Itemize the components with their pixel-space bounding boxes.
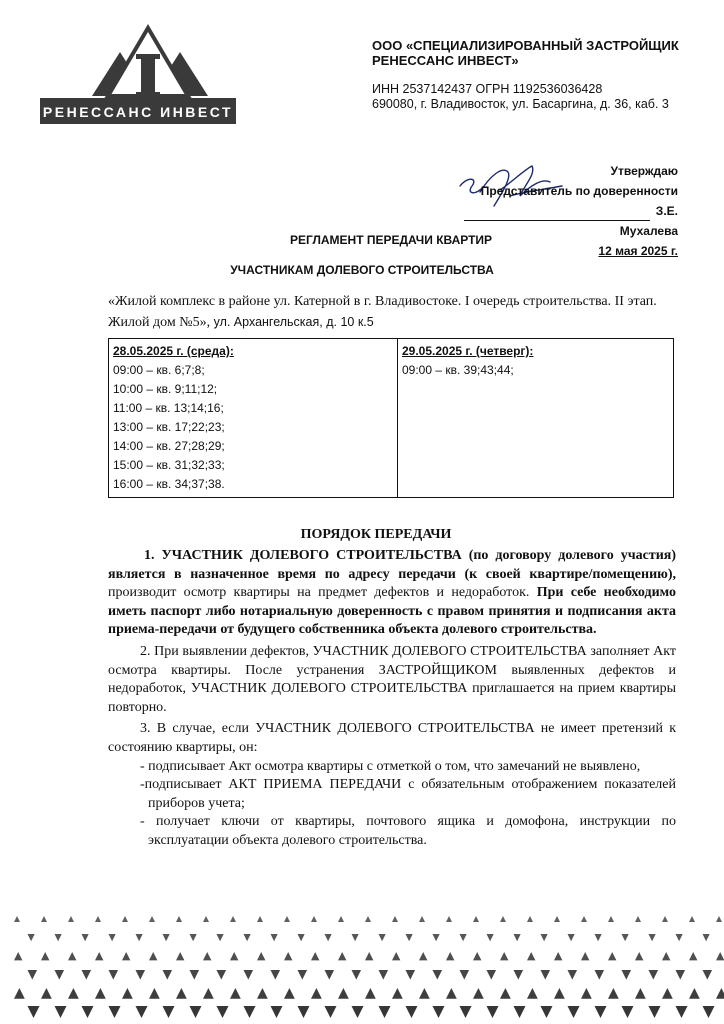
pattern-triangle: [689, 952, 697, 960]
pattern-triangle: [257, 916, 263, 922]
pattern-triangle: [500, 952, 508, 960]
pattern-triangle: [527, 916, 533, 922]
pattern-triangle: [311, 988, 322, 999]
pattern-triangle: [136, 970, 146, 980]
pattern-triangle: [68, 952, 76, 960]
schedule-slot: 13:00 – кв. 17;22;23;: [113, 420, 225, 434]
schedule-slot: 10:00 – кв. 9;11;12;: [113, 382, 218, 396]
pattern-triangle: [460, 1006, 472, 1018]
pattern-triangle: [352, 970, 362, 980]
approval-role: Представитель по доверенности: [480, 184, 678, 198]
pattern-triangle: [527, 988, 538, 999]
pattern-triangle: [703, 934, 710, 941]
pattern-triangle: [257, 952, 265, 960]
pattern-triangle: [122, 952, 130, 960]
pattern-triangle: [338, 916, 344, 922]
company-address: 690080, г. Владивосток, ул. Басаргина, д. 36, каб. 3: [372, 97, 669, 111]
pattern-triangle: [433, 934, 440, 941]
pattern-triangle: [109, 1006, 121, 1018]
schedule-slot: 09:00 – кв. 39;43;44;: [402, 363, 514, 377]
pattern-triangle: [460, 970, 470, 980]
pattern-triangle: [676, 1006, 688, 1018]
pattern-triangle: [514, 934, 521, 941]
pattern-triangle: [433, 970, 443, 980]
company-ids: ИНН 2537142437 ОГРН 1192536036428: [372, 82, 603, 96]
pattern-triangle: [541, 934, 548, 941]
pattern-triangle: [41, 916, 47, 922]
pattern-triangle: [676, 934, 683, 941]
pattern-triangle: [608, 952, 616, 960]
pattern-triangle: [365, 916, 371, 922]
pattern-triangle: [352, 934, 359, 941]
pattern-triangle: [190, 934, 197, 941]
decorative-triangle-pattern: [0, 908, 724, 1024]
pattern-triangle: [190, 1006, 202, 1018]
schedule-slot: 09:00 – кв. 6;7;8;: [113, 363, 205, 377]
pattern-triangle: [298, 970, 308, 980]
pattern-triangle: [473, 952, 481, 960]
pattern-triangle: [230, 988, 241, 999]
pattern-triangle: [136, 934, 143, 941]
pattern-triangle: [568, 934, 575, 941]
pattern-triangle: [662, 952, 670, 960]
pattern-triangle: [271, 934, 278, 941]
pattern-triangle: [176, 952, 184, 960]
day-1-date: 28.05.2025 г. (среда):: [113, 344, 234, 358]
pattern-triangle: [284, 952, 292, 960]
signature-line: [464, 220, 650, 221]
pattern-triangle: [649, 970, 659, 980]
pattern-triangle: [716, 988, 724, 999]
pattern-triangle: [325, 970, 335, 980]
pattern-triangle: [365, 952, 373, 960]
pattern-triangle: [581, 988, 592, 999]
pattern-triangle: [473, 988, 484, 999]
pattern-triangle: [649, 934, 656, 941]
pattern-triangle: [176, 988, 187, 999]
pattern-triangle: [473, 916, 479, 922]
pattern-triangle: [203, 952, 211, 960]
pattern-triangle: [95, 916, 101, 922]
pattern-triangle: [487, 934, 494, 941]
pattern-triangle: [298, 1006, 310, 1018]
pattern-triangle: [622, 970, 632, 980]
pattern-triangle: [55, 1006, 67, 1018]
pattern-triangle: [95, 952, 103, 960]
pattern-triangle: [608, 916, 614, 922]
pattern-triangle: [419, 988, 430, 999]
pattern-triangle: [716, 952, 724, 960]
pattern-triangle: [581, 952, 589, 960]
pattern-triangle: [203, 916, 209, 922]
pattern-triangle: [608, 988, 619, 999]
pattern-triangle: [622, 1006, 634, 1018]
pattern-triangle: [379, 934, 386, 941]
pattern-triangle: [14, 988, 25, 999]
schedule-day-2: [398, 339, 674, 498]
object-name: «Жилой комплекс в районе ул. Катерной в г. Владивостоке. I очередь строительства. II этап. Жилой дом №5»,: [108, 294, 657, 330]
pattern-triangle: [28, 934, 35, 941]
pattern-triangle: [689, 988, 700, 999]
pattern-triangle: [541, 970, 551, 980]
pattern-triangle: [568, 970, 578, 980]
object-description: [108, 292, 674, 333]
procedure-bullet: - подписывает Акт осмотра квартиры с отметкой о том, что замечаний не выявлено,: [140, 758, 641, 774]
pattern-triangle: [392, 952, 400, 960]
pattern-triangle: [41, 988, 52, 999]
pattern-triangle: [311, 952, 319, 960]
pattern-triangle: [82, 1006, 94, 1018]
pattern-triangle: [68, 916, 74, 922]
pattern-triangle: [500, 988, 511, 999]
pattern-triangle: [581, 916, 587, 922]
day-2-date: 29.05.2025 г. (четверг):: [402, 344, 534, 358]
pattern-triangle: [365, 988, 376, 999]
pattern-triangle: [446, 916, 452, 922]
pattern-triangle: [149, 916, 155, 922]
document-title: РЕГЛАМЕНТ ПЕРЕДАЧИ КВАРТИР: [289, 233, 493, 247]
pattern-triangle: [325, 1006, 337, 1018]
pattern-triangle: [14, 952, 22, 960]
pattern-triangle: [122, 916, 128, 922]
pattern-triangle: [244, 934, 251, 941]
pattern-triangle: [487, 970, 497, 980]
schedule-day-1: [109, 339, 398, 498]
pattern-triangle: [703, 1006, 715, 1018]
pattern-triangle: [595, 1006, 607, 1018]
pattern-triangle: [433, 1006, 445, 1018]
object-address: ул. Архангельская, д. 10 к.5: [213, 315, 374, 329]
pattern-triangle: [379, 1006, 391, 1018]
pattern-triangle: [689, 916, 695, 922]
pattern-triangle: [95, 988, 106, 999]
pattern-triangle: [109, 970, 119, 980]
pattern-triangle: [176, 916, 182, 922]
pattern-triangle: [217, 934, 224, 941]
pattern-triangle: [514, 1006, 526, 1018]
procedure-title: ПОРЯДОК ПЕРЕДАЧИ: [300, 527, 452, 542]
company-logo: [40, 22, 236, 126]
pattern-triangle: [28, 1006, 40, 1018]
pattern-triangle: [662, 988, 673, 999]
pattern-triangle: [82, 970, 92, 980]
pattern-triangle: [230, 952, 238, 960]
pattern-triangle: [568, 1006, 580, 1018]
pattern-triangle: [230, 916, 236, 922]
schedule-slot: 16:00 – кв. 34;37;38.: [113, 477, 225, 491]
pattern-triangle: [28, 970, 38, 980]
pattern-triangle: [271, 970, 281, 980]
company-name: ООО «СПЕЦИАЛИЗИРОВАННЫЙ ЗАСТРОЙЩИК РЕНЕССАНС ИНВЕСТ»: [372, 38, 679, 68]
pattern-triangle: [487, 1006, 499, 1018]
pattern-triangle: [244, 970, 254, 980]
pattern-triangle: [406, 970, 416, 980]
pattern-triangle: [257, 988, 268, 999]
pattern-triangle: [352, 1006, 364, 1018]
pattern-triangle: [554, 952, 562, 960]
pattern-triangle: [635, 916, 641, 922]
pattern-triangle: [217, 970, 227, 980]
pattern-triangle: [514, 970, 524, 980]
document-subtitle: УЧАСТНИКАМ ДОЛЕВОГО СТРОИТЕЛЬСТВА: [230, 263, 494, 277]
schedule-slot: 15:00 – кв. 31;32;33;: [113, 458, 225, 472]
pattern-triangle: [460, 934, 467, 941]
pattern-triangle: [311, 916, 317, 922]
logo-text: РЕНЕССАНС ИНВЕСТ: [42, 104, 234, 120]
company-requisites: [372, 82, 669, 112]
pattern-triangle: [55, 934, 62, 941]
pattern-triangle: [662, 916, 668, 922]
schedule-slot: 11:00 – кв. 13;14;16;: [113, 401, 224, 415]
pattern-triangle: [446, 988, 457, 999]
pattern-triangle: [446, 952, 454, 960]
pattern-triangle: [703, 970, 713, 980]
pattern-triangle: [284, 916, 290, 922]
pattern-triangle: [55, 970, 65, 980]
pattern-triangle: [635, 952, 643, 960]
pattern-triangle: [392, 916, 398, 922]
pattern-triangle: [541, 1006, 553, 1018]
pattern-triangle: [109, 934, 116, 941]
procedure-item-3: 3. В случае, если УЧАСТНИК ДОЛЕВОГО СТРОИТЕЛЬСТВА не имеет претензий к состоянию квартиры, он:: [108, 721, 676, 755]
pattern-triangle: [419, 916, 425, 922]
schedule-slot: 14:00 – кв. 27;28;29;: [113, 439, 225, 453]
pattern-triangle: [14, 916, 20, 922]
pattern-triangle: [136, 1006, 148, 1018]
pattern-triangle: [244, 1006, 256, 1018]
pattern-triangle: [406, 934, 413, 941]
pattern-triangle: [554, 988, 565, 999]
pattern-triangle: [716, 916, 722, 922]
procedure-item-2: 2. При выявлении дефектов, УЧАСТНИК ДОЛЕВОГО СТРОИТЕЛЬСТВА заполняет Акт осмотра квартиры. После устранения ЗАСТРОЙЩИКОМ выявленных дефектов и недоработок, УЧАСТНИК ДОЛЕВОГО СТРОИТЕЛЬСТВА приглашается на прием квартиры повторно.: [108, 643, 676, 715]
procedure-item-1: 1. УЧАСТНИК ДОЛЕВОГО СТРОИТЕЛЬСТВА (по договору долевого участия) является в назначенное время по адресу передачи (к своей квартире/помещению), производит осмотр квартиры на предмет дефектов и недоработок. При себе необходимо иметь паспорт либо нотариальную доверенность с правом принятия и подписания акта приема-передачи от будущего собственника объекта долевого строительства.: [108, 548, 676, 638]
pattern-triangle: [82, 934, 89, 941]
pattern-triangle: [122, 988, 133, 999]
pattern-triangle: [41, 952, 49, 960]
pattern-triangle: [676, 970, 686, 980]
pattern-triangle: [338, 952, 346, 960]
pattern-triangle: [298, 934, 305, 941]
procedure-bullet: -подписывает АКТ ПРИЕМА ПЕРЕДАЧИ с обязательным отображением показателей приборов учета;: [140, 777, 676, 811]
procedure-body: [108, 547, 676, 851]
pattern-triangle: [163, 1006, 175, 1018]
logo-column: [141, 58, 155, 94]
pattern-triangle: [500, 916, 506, 922]
pattern-triangle: [649, 1006, 661, 1018]
pattern-triangle: [419, 952, 427, 960]
pattern-triangle: [68, 988, 79, 999]
pattern-triangle: [149, 952, 157, 960]
pattern-triangle: [554, 916, 560, 922]
approval-date: 12 мая 2025 г.: [598, 244, 678, 258]
pattern-triangle: [379, 970, 389, 980]
procedure-bullet: - получает ключи от квартиры, почтового ящика и домофона, инструкции по эксплуатации объекта долевого строительства.: [140, 814, 676, 848]
pattern-triangle: [217, 1006, 229, 1018]
pattern-triangle: [406, 1006, 418, 1018]
approval-heading: Утверждаю: [610, 164, 678, 178]
pattern-triangle: [203, 988, 214, 999]
pattern-triangle: [325, 934, 332, 941]
pattern-triangle: [149, 988, 160, 999]
pattern-triangle: [392, 988, 403, 999]
pattern-triangle: [338, 988, 349, 999]
pattern-triangle: [635, 988, 646, 999]
pattern-triangle: [163, 970, 173, 980]
pattern-triangle: [527, 952, 535, 960]
approval-name: З.Е. Мухалева: [619, 204, 678, 238]
pattern-triangle: [271, 1006, 283, 1018]
pattern-triangle: [284, 988, 295, 999]
pattern-triangle: [622, 934, 629, 941]
pattern-triangle: [595, 934, 602, 941]
schedule-table: [108, 338, 674, 498]
pattern-triangle: [595, 970, 605, 980]
pattern-triangle: [163, 934, 170, 941]
pattern-triangle: [190, 970, 200, 980]
